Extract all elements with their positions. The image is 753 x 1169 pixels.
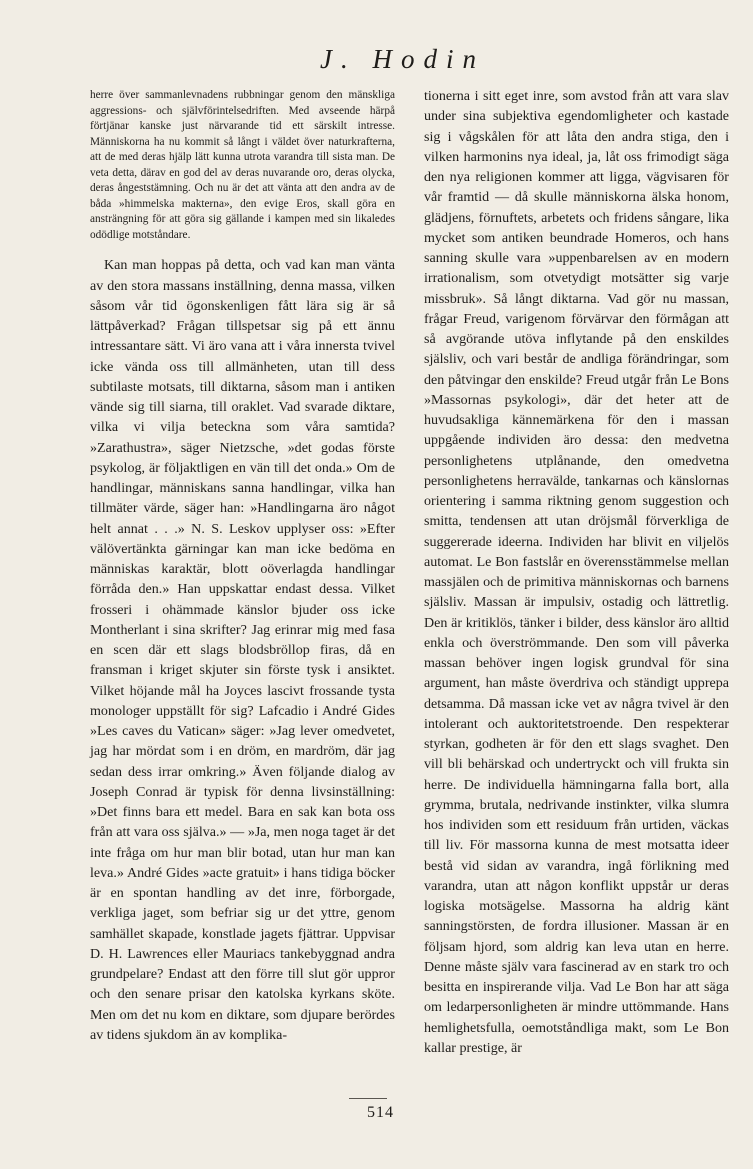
body-paragraph-left: Kan man hoppas på detta, och vad kan man vänta av den stora massans inställning, denna massa, vilken såsom vår tid ögonskenligen fått lära sig är så lättpåverkad? Frågan tillspetsar sig på ett ännu intressantare sätt. Vi äro vana att i våra innersta tvivel icke vända oss till allmänheten, utan till dess subtilaste motsats, till diktarna, såsom man i antiken vände sig till siarna, till oraklet. Vad svarade diktare, vilka vi vilja beteckna som våra samtida? »Zarathustra», säger Nietzsche, »det godas förste psykolog, är följaktligen en vän till det onda.» Om de handlingar, människans sanna handlingar, vilka han tillmäter värde, säger han: »Handlingarna äro något helt annat . . .» N. S. Leskov upplyser oss: »Efter välövertänkta gärningar kan man icke bedöma en människas karaktär, blott oöverlagda handlingar förråda den.» Han uppskattar endast dessa. Vilket frosseri i ohämmade känslor bjuder oss icke Montherlant i sina skrifter? Jag erinrar mig med fasa en scen där ett slags blodsbröllop firas, då en fransman i kriget skjuter sin förste tysk i ansiktet. Vilket höjande mål ha Joyces lascivt frossande tysta monologer uppställt för sig? Lafcadio i André Gides »Les caves du Vatican» säger: »Jag lever omedvetet, jag har mördat som i en dröm, en mardröm, där jag sedan dess irrar omkring.» Även följande dialog av Joseph Conrad är typisk för denna livsinställning: »Det finns bara ett medel. Bara en sak kan bota oss från att vara oss själva.» — »Ja, men noga taget är det inte fråga om hur man blir botad, utan hur man kan leva.» André Gides »acte gratuit» i hans tidiga böcker är en spontan handling av det inre, förborgade, verkliga jaget, som befriar sig ur det yttre, genom samhället skapade, konstlade jagets fjättrar. Uppvisar D. H. Lawrences eller Mauriacs tankebyggnad andra grundpelare? Endast att den förre till slut gör uppror och den senare prisar den katolska kyrkans sköte. Men om det nu kom en diktare, som djupare berördes av tidens sjukdom än av komplika- <box>90 257 395 1043</box>
running-header-author: J. Hodin <box>320 44 485 74</box>
body-paragraph-right: tionerna i sitt eget inre, som avstod från att vara slav under sina subjektiva egendomligheter och kastade sig i vågskålen för att låta den andra stiga, den i vilken harmonins nya ideal, ja, låt oss frimodigt säga den nya religionen kommer att ligga, vägvisaren för vår framtid — då skulle människorna älska honom, glädjens, förnuftets, arbetets och fridens sångare, lika mycket som antiken beundrade Homeros, och hans sanning skulle vara »uppenbarelsen av en modern irrationalism, som otvetydigt motsätter sig varje missbruk». Så långt diktarna. Vad gör nu massan, frågar Freud, varigenom förvärvar den förmågan att så avgörande utöva inflytande på den enskildes själsliv, och vari består de andliga förändringar, som den påtvingar den enskilde? Freud utgår från Le Bons »Massornas psykologi», där det heter att de huvudsakliga kännemärkena för den i massan uppgående individen äro dessa: den medvetna personlighetens utplånande, den omedvetna personlighetens herravälde, tankarnas och känslornas orientering i samma riktning genom suggestion och smitta, tendensen att utan dröjsmål förverkliga de suggererade ideerna. Individen har blivit en viljelös automat. Le Bon fastslår en överensstämmelse mellan massjälen och de primitiva människornas och barnens själsliv. Massan är impulsiv, ostadig och lättretlig. Den är kritiklös, tänker i bilder, dess känslor äro alltid enkla och överströmmande. Den som vill påverka massan behöver ingen logisk grundval för sina argument, han måste överdriva och ständigt upprepa detsamma. Då massan icke vet av några tvivel är den intolerant och auktoritetstroende. Den respekterar styrkan, godheten är för den ett slags svaghet. Den vill bli behärskad och undertryckt och vill frukta sin herre. De individuella hämningarna falla bort, alla grymma, brutala, nedrivande instinkter, vilka slumra hos individen som ett residuum från urtiden, väckas till liv. För massorna kunna de mest motsatta ideer bestå vid sidan av varandra, ingå förlikning med varandra, utan att någon konflikt uppstår ur deras logiska motsägelse. Massorna ha aldrig känt sanningstörsten, de fordra illusioner. Massan är en följsam hjord, som aldrig kan leva utan en herre. Denne måste själv vara fascinerad av en stark tro och besitta en inspirerande vilja. Vad Le Bon har att säga om ledarpersonligheten är mindre uttömmande. Hans hemlighetsfulla, oemotståndliga makt, som Le Bon kallar prestige, är <box>424 88 729 1056</box>
page-number-rule <box>349 1098 387 1099</box>
left-column <box>90 88 395 1045</box>
right-column <box>424 86 729 1058</box>
footnote-quotation-paragraph: herre över sammanlevnadens rubbningar genom den mänskliga aggressions- och självförintelsedriften. Med avseende härpå förtjänar kanske just närvarande tid ett särskilt intresse. Människorna ha nu kommit så långt i väldet över naturkrafterna, att de med deras hjälp lätt kunna utrota varandra till sista man. De veta detta, därav en god del av deras nuvarande oro, deras olycka, deras ångeststämning. Och nu är det att vänta att den andra av de båda »himmelska makterna», den evige Eros, skall göra en ansträngning för att göra sig gällande i kampen med sin likaledes odödlige motståndare. <box>90 89 395 241</box>
page-number: 514 <box>367 1104 394 1121</box>
